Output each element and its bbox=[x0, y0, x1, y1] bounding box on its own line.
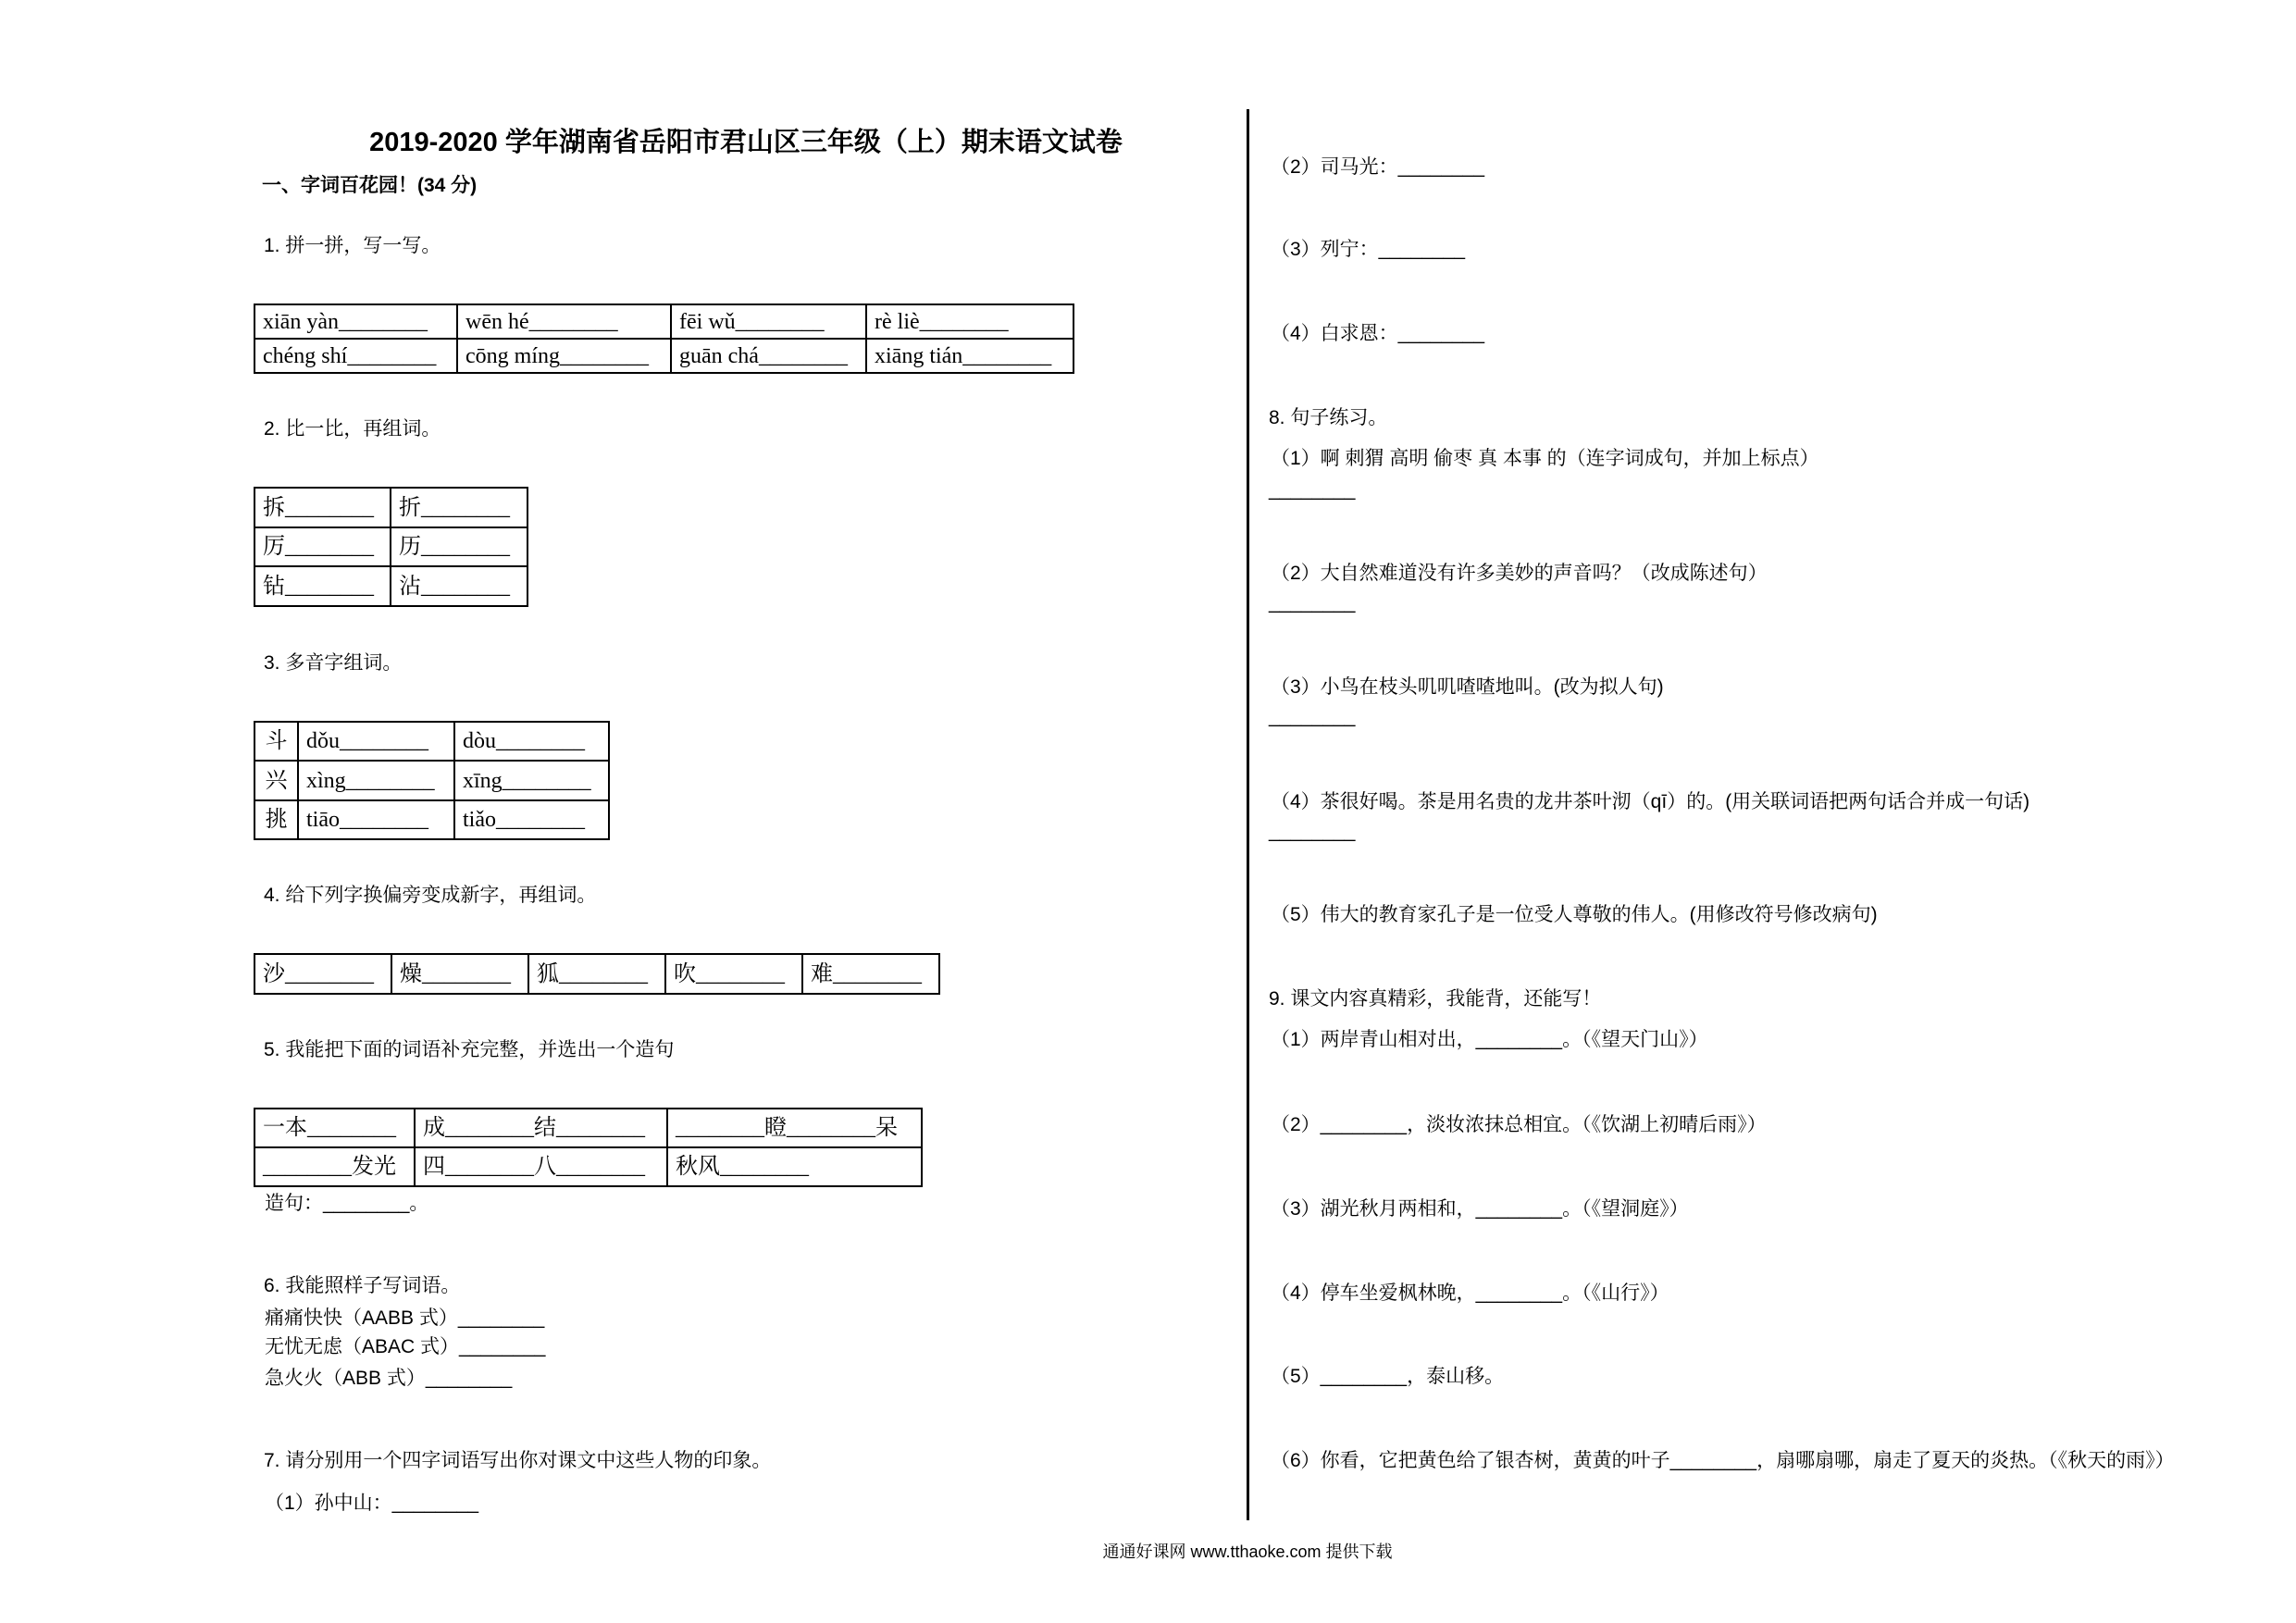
recitation-item: （2）________，淡妆浓抹总相宜。（《饮湖上初晴后雨》） bbox=[1271, 1114, 1767, 1135]
question-6-prompt: 6. 我能照样子写词语。 bbox=[264, 1275, 461, 1296]
compare-cell: 钻________ bbox=[254, 566, 391, 606]
pinyin-cell: guān chá________ bbox=[671, 339, 866, 373]
radical-cell: 沙________ bbox=[254, 954, 391, 994]
question-7-prompt: 7. 请分别用一个四字词语写出你对课文中这些人物的印象。 bbox=[264, 1450, 772, 1471]
polyphone-cell: dǒu________ bbox=[298, 722, 454, 761]
pinyin-cell: xiāng tián________ bbox=[866, 339, 1074, 373]
make-sentence-line: 造句：________。 bbox=[265, 1193, 429, 1214]
sentence-exercise-item: （3）小鸟在枝头叽叽喳喳地叫。(改为拟人句) bbox=[1271, 676, 1664, 698]
pinyin-cell: wēn hé________ bbox=[457, 304, 671, 339]
sentence-exercise-item: （2）大自然难道没有许多美妙的声音吗？（改成陈述句） bbox=[1271, 563, 1768, 584]
table-row bbox=[254, 566, 527, 606]
column-divider bbox=[1247, 109, 1249, 1520]
radical-cell: 燥________ bbox=[391, 954, 528, 994]
recitation-item: （1）两岸青山相对出，________。（《望天门山》） bbox=[1271, 1029, 1708, 1050]
table-row bbox=[254, 339, 1074, 373]
answer-line: ________ bbox=[1269, 821, 1356, 842]
polyphone-character: 斗 bbox=[254, 722, 298, 761]
recitation-item: （3）湖光秋月两相和，________。（《望洞庭》） bbox=[1271, 1198, 1689, 1220]
pattern-item: 急火火（ABB 式）________ bbox=[265, 1368, 513, 1389]
radical-cell: 吹________ bbox=[665, 954, 802, 994]
table-row bbox=[254, 761, 609, 800]
idiom-cell: 秋风________ bbox=[667, 1147, 922, 1186]
question-9-prompt: 9. 课文内容真精彩，我能背，还能写！ bbox=[1269, 988, 1602, 1010]
pinyin-cell: xiān yàn________ bbox=[254, 304, 457, 339]
table-row bbox=[254, 1109, 922, 1147]
character-impression-item: （4）白求恩：________ bbox=[1271, 323, 1485, 344]
recitation-item: （5）________，泰山移。 bbox=[1271, 1366, 1505, 1387]
compare-cell: 历________ bbox=[391, 527, 527, 566]
radical-cell: 难________ bbox=[802, 954, 939, 994]
pinyin-cell: chéng shí________ bbox=[254, 339, 457, 373]
table-row bbox=[254, 954, 939, 994]
table-row bbox=[254, 488, 527, 527]
pinyin-table bbox=[254, 304, 1074, 374]
polyphone-cell: xìng________ bbox=[298, 761, 454, 800]
idiom-cell: ________发光 bbox=[254, 1147, 415, 1186]
pattern-item: 痛痛快快（AABB 式）________ bbox=[265, 1307, 545, 1329]
table-row bbox=[254, 722, 609, 761]
question-5-prompt: 5. 我能把下面的词语补充完整，并选出一个造句 bbox=[264, 1039, 675, 1060]
pattern-item: 无忧无虑（ABAC 式）________ bbox=[265, 1336, 546, 1357]
idiom-cell: 成________结________ bbox=[415, 1109, 667, 1147]
polyphone-cell: tiāo________ bbox=[298, 800, 454, 839]
answer-line: ________ bbox=[1269, 479, 1356, 501]
table-row bbox=[254, 1147, 922, 1186]
compare-cell: 折________ bbox=[391, 488, 527, 527]
question-4-prompt: 4. 给下列字换偏旁变成新字，再组词。 bbox=[264, 885, 597, 906]
recitation-item: （6）你看，它把黄色给了银杏树，黄黄的叶子________，扇哪扇哪，扇走了夏天的炎热。（《秋天的雨》） bbox=[1271, 1450, 2175, 1471]
pinyin-cell: fēi wǔ________ bbox=[671, 304, 866, 339]
polyphone-cell: tiǎo________ bbox=[454, 800, 609, 839]
polyphone-cell: dòu________ bbox=[454, 722, 609, 761]
sentence-exercise-item: （4）茶很好喝。茶是用名贵的龙井茶叶沏（qī）的。(用关联词语把两句话合并成一句话) bbox=[1271, 791, 2030, 812]
answer-line: ________ bbox=[1269, 706, 1356, 727]
idiom-cell: ________瞪________呆 bbox=[667, 1109, 922, 1147]
question-8-prompt: 8. 句子练习。 bbox=[1269, 407, 1388, 428]
section-heading: 一、字词百花园！(34 分) bbox=[262, 175, 478, 196]
exam-title: 2019-2020 学年湖南省岳阳市君山区三年级（上）期末语文试卷 bbox=[369, 128, 1123, 157]
pinyin-cell: rè liè________ bbox=[866, 304, 1074, 339]
polyphone-character: 挑 bbox=[254, 800, 298, 839]
polyphone-cell: xīng________ bbox=[454, 761, 609, 800]
character-impression-item: （2）司马光：________ bbox=[1271, 156, 1485, 178]
compare-table bbox=[254, 487, 528, 607]
question-1-prompt: 1. 拼一拼，写一写。 bbox=[264, 235, 441, 256]
recitation-item: （4）停车坐爱枫林晚，________。（《山行》） bbox=[1271, 1282, 1669, 1304]
page-footer: 通通好课网 www.tthaoke.com 提供下载 bbox=[1102, 1542, 1393, 1561]
radical-cell: 狐________ bbox=[528, 954, 665, 994]
idiom-cell: 一本________ bbox=[254, 1109, 415, 1147]
radical-table bbox=[254, 953, 940, 995]
table-row bbox=[254, 800, 609, 839]
pinyin-cell: cōng míng________ bbox=[457, 339, 671, 373]
sentence-exercise-item: （1）啊 刺猬 高明 偷枣 真 本事 的（连字词成句，并加上标点） bbox=[1271, 448, 1819, 469]
answer-line: ________ bbox=[1269, 592, 1356, 613]
character-impression-item: （3）列宁：________ bbox=[1271, 239, 1466, 260]
question-2-prompt: 2. 比一比，再组词。 bbox=[264, 418, 441, 440]
sentence-exercise-item: （5）伟大的教育家孔子是一位受人尊敬的伟人。(用修改符号修改病句) bbox=[1271, 904, 1878, 925]
compare-cell: 沾________ bbox=[391, 566, 527, 606]
compare-cell: 拆________ bbox=[254, 488, 391, 527]
idiom-cell: 四________八________ bbox=[415, 1147, 667, 1186]
polyphone-table bbox=[254, 721, 610, 840]
table-row bbox=[254, 304, 1074, 339]
compare-cell: 厉________ bbox=[254, 527, 391, 566]
question-3-prompt: 3. 多音字组词。 bbox=[264, 652, 403, 674]
polyphone-character: 兴 bbox=[254, 761, 298, 800]
character-impression-item: （1）孙中山：________ bbox=[265, 1493, 479, 1514]
idiom-table bbox=[254, 1108, 923, 1187]
table-row bbox=[254, 527, 527, 566]
